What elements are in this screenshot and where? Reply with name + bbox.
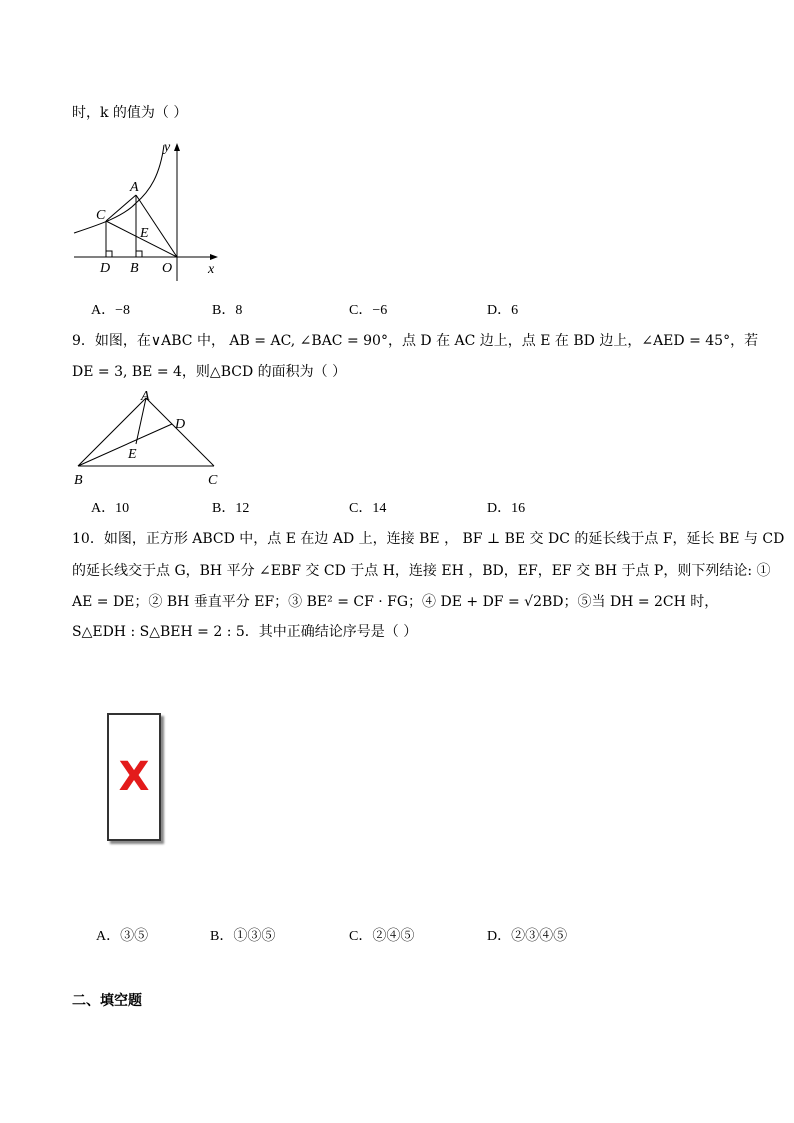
q9-option-d[interactable]: D．16: [487, 501, 526, 516]
broken-image-placeholder: [107, 713, 161, 841]
q9-option-c[interactable]: C．14: [349, 501, 387, 516]
q9-label-e: E: [128, 447, 137, 462]
q9-option-b[interactable]: B．12: [212, 501, 250, 516]
q9-figure: [70, 388, 230, 488]
q9-label-c: C: [208, 473, 218, 488]
q8-option-c[interactable]: C．−6: [349, 303, 388, 318]
q8-option-d[interactable]: D．6: [487, 303, 519, 318]
q9-line-1: 9．如图，在∨ABC 中， AB = AC, ∠BAC = 90°，点 D 在 AC 边上，点 E 在 BD 边上，∠AED = 45°，若: [72, 333, 759, 349]
q10-option-a[interactable]: A．③⑤: [96, 929, 149, 944]
broken-image-x-icon: X: [118, 754, 150, 800]
q8-tail-text: 时，k 的值为（ ）: [72, 105, 188, 121]
q8-label-c: C: [96, 208, 106, 223]
section-title: 二、填空题: [72, 993, 142, 1009]
q10-line-2: 的延长线交于点 G，BH 平分 ∠EBF 交 CD 于点 H，连接 EH ，BD，EF，EF 交 BH 于点 P，则下列结论: ①: [72, 563, 771, 579]
q8-label-e: E: [140, 226, 149, 241]
q9-label-a: A: [141, 389, 150, 404]
q9-label-b: B: [74, 473, 83, 488]
q8-label-o: O: [162, 261, 173, 276]
q10-option-d[interactable]: D．②③④⑤: [487, 929, 568, 944]
q9-line-2: DE = 3, BE = 4，则△BCD 的面积为（ ）: [72, 364, 347, 380]
q9-label-d: D: [175, 417, 186, 432]
q8-label-x: x: [208, 262, 215, 277]
q10-line-3: AE = DE；② BH 垂直平分 EF；③ BE² = CF · FG；④ DE + DF = √2BD；⑤当 DH = 2CH 时，: [72, 594, 719, 610]
q10-option-c[interactable]: C．②④⑤: [349, 929, 415, 944]
q8-option-a[interactable]: A．−8: [91, 303, 131, 318]
q8-option-b[interactable]: B．8: [212, 303, 243, 318]
q8-figure: [68, 135, 228, 285]
q8-label-d: D: [100, 261, 111, 276]
q10-option-b[interactable]: B．①③⑤: [210, 929, 276, 944]
q8-label-a: A: [130, 180, 139, 195]
q10-line-4: S△EDH : S△BEH = 2 : 5．其中正确结论序号是（ ）: [72, 624, 418, 640]
q10-line-1: 10．如图，正方形 ABCD 中，点 E 在边 AD 上，连接 BE ， BF ⊥ BE 交 DC 的延长线于点 F，延长 BE 与 CD: [72, 531, 785, 547]
q9-option-a[interactable]: A．10: [91, 501, 130, 516]
q8-label-b: B: [130, 261, 139, 276]
q8-label-y: y: [164, 140, 171, 155]
